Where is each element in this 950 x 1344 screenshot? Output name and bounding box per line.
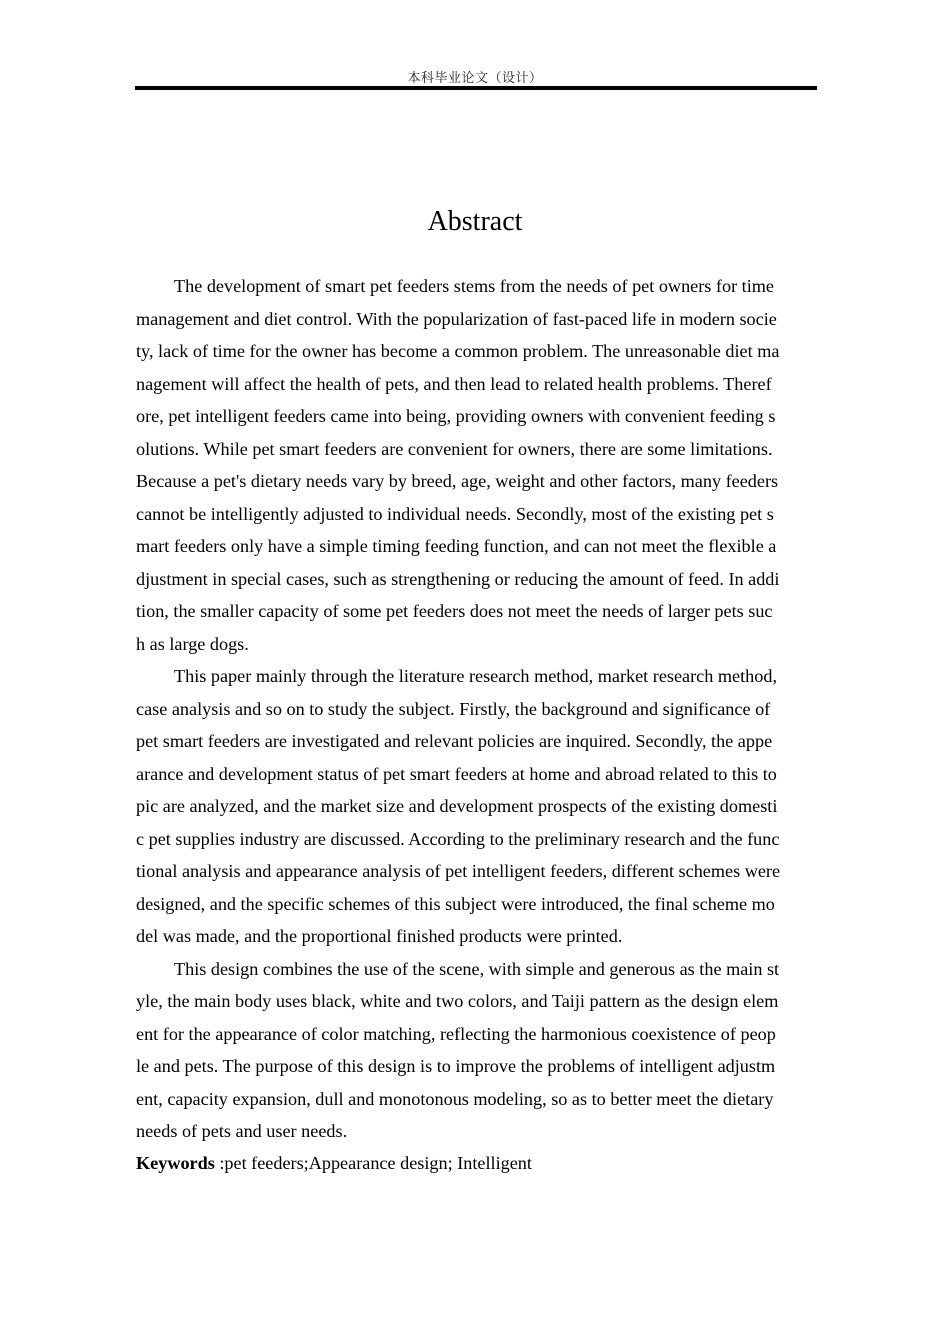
text-line: cannot be intelligently adjusted to individual needs. Secondly, most of the existing pet s bbox=[136, 503, 774, 524]
text-line: del was made, and the proportional finished products were printed. bbox=[136, 926, 623, 946]
text-line: This design combines the use of the scene, with simple and generous as the main st bbox=[174, 958, 780, 979]
text-line: needs of pets and user needs. bbox=[136, 1121, 348, 1141]
text-line: The development of smart pet feeders stems from the needs of pet owners for time bbox=[174, 276, 774, 296]
text-line: Because a pet's dietary needs vary by breed, age, weight and other factors, many feeders bbox=[136, 471, 779, 491]
text-line: nagement will affect the health of pets, and then lead to related health problems. Theref bbox=[136, 373, 772, 394]
text-line: h as large dogs. bbox=[136, 633, 249, 654]
text-line: management and diet control. With the popularization of fast-paced life in modern socie bbox=[136, 308, 777, 329]
text-line: mart feeders only have a simple timing feeding function, and can not meet the flexible a bbox=[136, 536, 777, 556]
text-line: case analysis and so on to study the subject. Firstly, the background and significance of bbox=[136, 698, 771, 719]
paragraph-2 bbox=[136, 660, 816, 953]
text-line: le and pets. The purpose of this design is to improve the problems of intelligent adjustm bbox=[136, 1056, 776, 1076]
text-line: yle, the main body uses black, white and two colors, and Taiji pattern as the design elem bbox=[136, 991, 779, 1011]
text-line: ent for the appearance of color matching, reflecting the harmonious coexistence of peop bbox=[136, 1023, 776, 1044]
text-line: pet smart feeders are investigated and relevant policies are inquired. Secondly, the appe bbox=[136, 731, 773, 751]
abstract-body bbox=[136, 270, 816, 1179]
paragraph-3 bbox=[136, 953, 816, 1148]
text-line: djustment in special cases, such as strengthening or reducing the amount of feed. In addi bbox=[136, 568, 780, 589]
paragraph-1 bbox=[136, 270, 816, 660]
text-line: ent, capacity expansion, dull and monotonous modeling, so as to better meet the dietary bbox=[136, 1088, 774, 1109]
keywords-label: Keywords bbox=[136, 1152, 215, 1173]
text-line: tional analysis and appearance analysis of pet intelligent feeders, different schemes were bbox=[136, 861, 781, 881]
text-line: tion, the smaller capacity of some pet feeders does not meet the needs of larger pets suc bbox=[136, 601, 773, 621]
keywords-text: :pet feeders;Appearance design; Intelligent bbox=[214, 1152, 532, 1173]
text-line: olutions. While pet smart feeders are convenient for owners, there are some limitations. bbox=[136, 438, 773, 459]
text-line: pic are analyzed, and the market size and development prospects of the existing domesti bbox=[136, 796, 778, 816]
text-line: This paper mainly through the literature research method, market research method, bbox=[174, 666, 777, 686]
text-line: ty, lack of time for the owner has become a common problem. The unreasonable diet ma bbox=[136, 341, 780, 361]
keywords-line bbox=[136, 1147, 816, 1180]
header-rule bbox=[135, 86, 817, 90]
text-line: arance and development status of pet smart feeders at home and abroad related to this to bbox=[136, 763, 777, 784]
text-line: designed, and the specific schemes of this subject were introduced, the final scheme mo bbox=[136, 893, 775, 914]
text-line: c pet supplies industry are discussed. According to the preliminary research and the func bbox=[136, 828, 780, 849]
running-header: 本科毕业论文（设计） bbox=[407, 71, 543, 86]
abstract-title: Abstract bbox=[427, 206, 523, 237]
text-line: ore, pet intelligent feeders came into being, providing owners with convenient feeding s bbox=[136, 406, 776, 426]
